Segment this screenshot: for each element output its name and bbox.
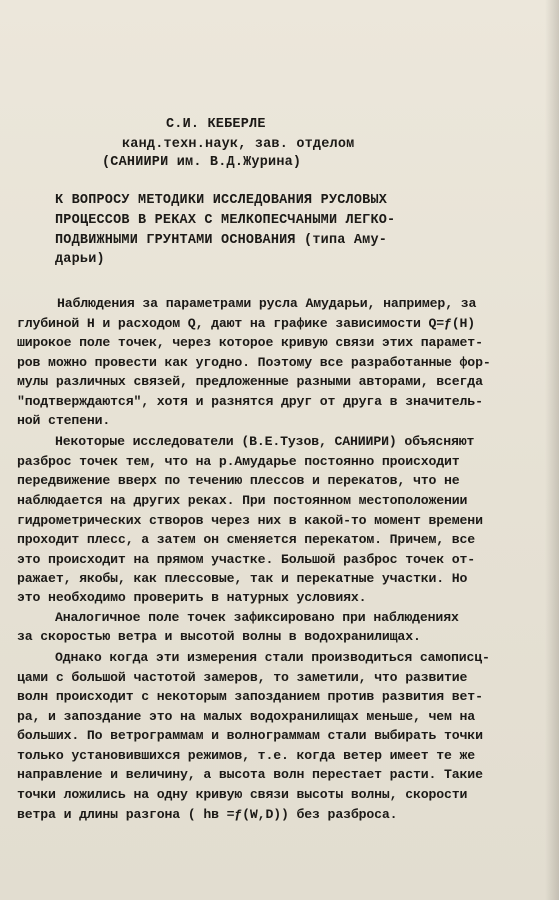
body-line: глубиной H и расходом Q, дают на графике зависимости Q=ƒ(H) — [17, 316, 476, 331]
title-line: К ВОПРОСУ МЕТОДИКИ ИССЛЕДОВАНИЯ РУСЛОВЫХ — [55, 193, 388, 208]
body-line: Аналогичное поле точек зафиксировано при наблюдениях — [55, 610, 459, 625]
body-line: цами с большой частотой замеров, то заметили, что развитие — [17, 670, 468, 685]
title-line: ПРОЦЕССОВ В РЕКАХ С МЕЛКОПЕСЧАНЫМИ ЛЕГКО- — [55, 213, 396, 228]
body-line: больших. По ветрограммам и волнограммам стали выбирать точки — [17, 728, 483, 743]
body-line: передвижение вверх по течению плессов и перекатов, что не — [17, 473, 460, 488]
body-line: волн происходит с некоторым запозданием против развития вет- — [17, 689, 483, 704]
body-line: Некоторые исследователи (В.Е.Тузов, САНИИРИ) объясняют — [55, 434, 475, 449]
body-line: разброс точек тем, что на р.Амударье постоянно происходит — [17, 454, 460, 469]
body-line: направление и величину, а высота волн перестает расти. Такие — [17, 767, 483, 782]
body-line: Однако когда эти измерения стали производиться самописц- — [55, 650, 490, 665]
body-line: только установившихся режимов, т.е. когда ветер имеет те же — [17, 748, 476, 763]
author-institution: (САНИИРИ им. В.Д.Журина) — [102, 155, 302, 170]
body-line: это происходит на прямом участке. Большой разброс точек от- — [17, 552, 476, 567]
body-line: гидрометрических створов через них в какой-то момент времени — [17, 513, 483, 528]
body-line: ра, и запоздание это на малых водохранилищах меньше, чем на — [17, 709, 476, 724]
body-line: ров можно провести как угодно. Поэтому все разработанные фор- — [17, 355, 491, 370]
body-line: ражает, якобы, как плессовые, так и перекатные участки. Но — [17, 571, 468, 586]
body-line: это необходимо проверить в натурных условиях. — [17, 590, 367, 605]
body-line: Наблюдения за параметрами русла Амударьи, например, за — [57, 296, 477, 311]
author-name: С.И. КЕБЕРЛЕ — [166, 117, 266, 132]
title-line: дарьи) — [55, 252, 105, 267]
body-line: ветра и длины разгона ( hв =ƒ(W,D)) без разброса. — [17, 807, 398, 822]
body-line: "подтверждаются", хотя и разнятся друг от друга в значитель- — [17, 394, 483, 409]
page-edge-shadow — [545, 0, 559, 900]
body-line: точки ложились на одну кривую связи высоты волны, скорости — [17, 787, 468, 802]
body-line: проходит плесс, а затем он сменяется перекатом. Причем, все — [17, 532, 476, 547]
body-line: ной степени. — [17, 413, 111, 428]
body-line: широкое поле точек, через которое кривую связи этих парамет- — [17, 335, 483, 350]
body-line: за скоростью ветра и высотой волны в водохранилищах. — [17, 629, 421, 644]
author-position: канд.техн.наук, зав. отделом — [122, 137, 355, 152]
body-line: мулы различных связей, предложенные разными авторами, всегда — [17, 374, 483, 389]
title-line: ПОДВИЖНЫМИ ГРУНТАМИ ОСНОВАНИЯ (типа Аму- — [55, 233, 388, 248]
body-line: наблюдается на других реках. При постоянном местоположении — [17, 493, 468, 508]
